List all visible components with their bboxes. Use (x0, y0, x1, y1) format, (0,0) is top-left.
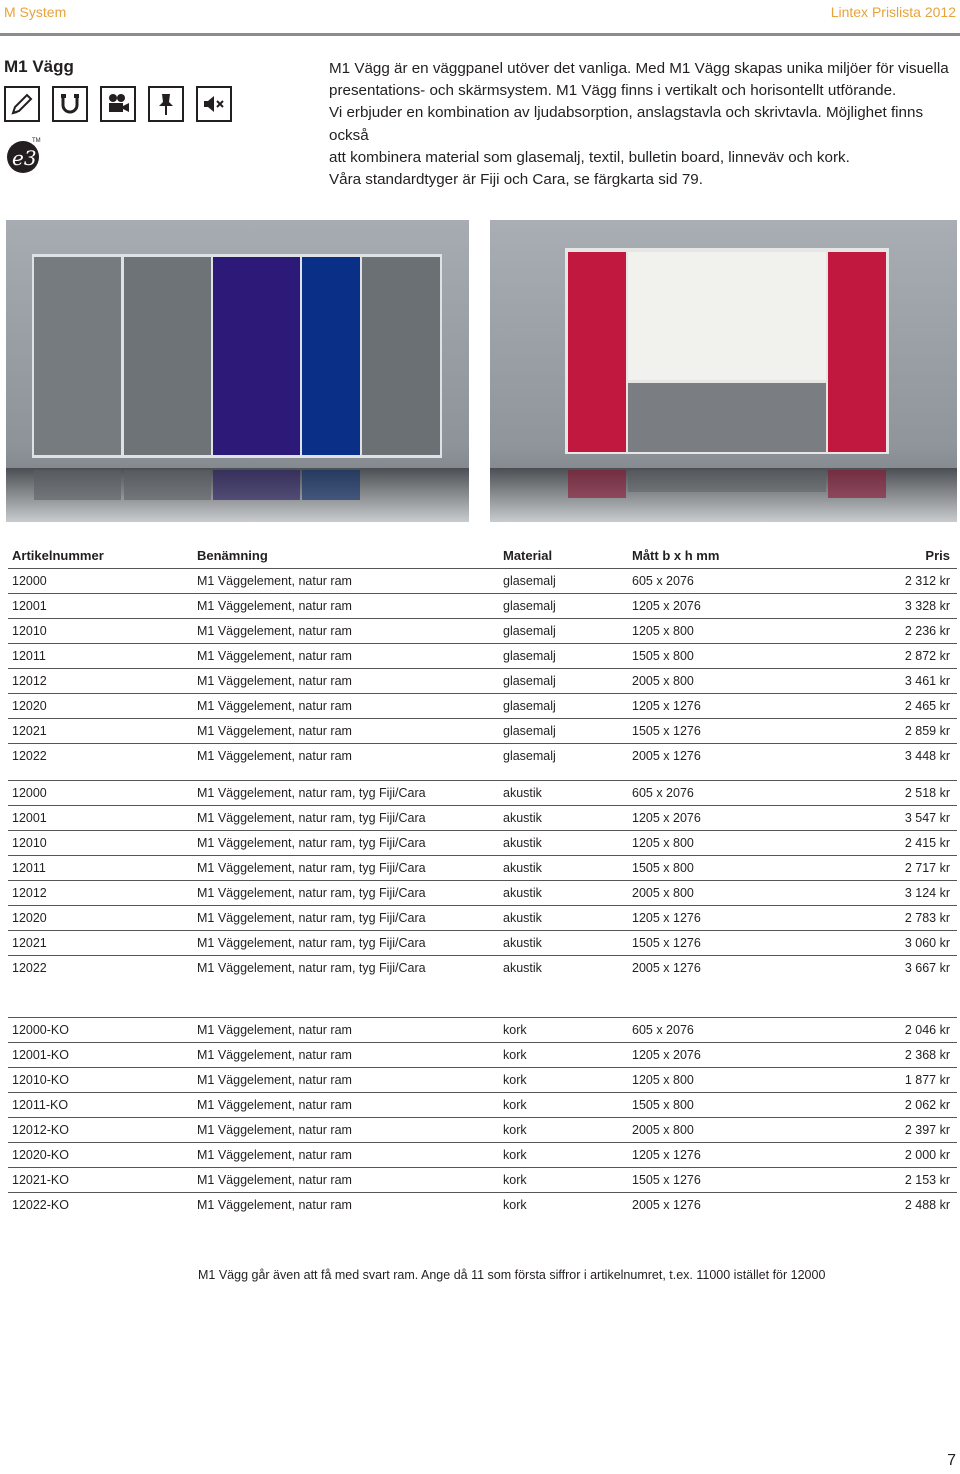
cell-price: 2 000 kr (792, 1143, 957, 1168)
cell-material: akustik (499, 781, 628, 806)
cell-material: glasemalj (499, 719, 628, 744)
product-title: M1 Vägg (4, 57, 74, 76)
cell-article: 12020-KO (8, 1143, 193, 1168)
intro-line: Vi erbjuder en kombination av ljudabsorption, anslagstavla och skrivtavla. Möjlighet finns också (329, 104, 924, 144)
cell-size: 2005 x 1276 (628, 1193, 792, 1218)
table-row (8, 1043, 957, 1068)
cell-price: 3 667 kr (792, 956, 957, 981)
group-spacer-cell (8, 768, 957, 781)
cell-article: 12010 (8, 619, 193, 644)
cell-size: 605 x 2076 (628, 1018, 792, 1043)
cell-size: 1505 x 1276 (628, 1168, 792, 1193)
cell-name: M1 Väggelement, natur ram, tyg Fiji/Cara (193, 856, 499, 881)
cell-article: 12011 (8, 856, 193, 881)
cell-name: M1 Väggelement, natur ram (193, 1018, 499, 1043)
cell-name: M1 Väggelement, natur ram (193, 1118, 499, 1143)
cell-material: kork (499, 1118, 628, 1143)
table-row (8, 719, 957, 744)
cell-price: 2 368 kr (792, 1043, 957, 1068)
intro-line: att kombinera material som glasemalj, textil, bulletin board, linneväv och kork. (329, 148, 850, 166)
cell-size: 605 x 2076 (628, 781, 792, 806)
cell-material: glasemalj (499, 644, 628, 669)
cell-name: M1 Väggelement, natur ram (193, 1068, 499, 1093)
cell-price: 3 547 kr (792, 806, 957, 831)
product-photo-vertical (6, 220, 469, 522)
table-row (8, 1143, 957, 1168)
table-row (8, 569, 957, 594)
group-spacer (8, 980, 957, 1018)
cell-size: 2005 x 800 (628, 1118, 792, 1143)
cell-price: 2 518 kr (792, 781, 957, 806)
cell-size: 2005 x 1276 (628, 744, 792, 769)
cell-price: 2 312 kr (792, 569, 957, 594)
cell-article: 12001 (8, 806, 193, 831)
projector-icon (100, 86, 136, 122)
cell-material: glasemalj (499, 594, 628, 619)
cell-article: 12010 (8, 831, 193, 856)
cell-article: 12000 (8, 781, 193, 806)
cell-size: 1205 x 2076 (628, 806, 792, 831)
group-spacer-cell (8, 980, 957, 1018)
cell-price: 3 060 kr (792, 931, 957, 956)
cell-material: akustik (499, 831, 628, 856)
intro-text (329, 58, 949, 191)
cell-size: 1205 x 1276 (628, 1143, 792, 1168)
cell-material: akustik (499, 931, 628, 956)
table-row (8, 694, 957, 719)
cell-name: M1 Väggelement, natur ram (193, 1093, 499, 1118)
cell-article: 12001 (8, 594, 193, 619)
pin-icon (148, 86, 184, 122)
cell-name: M1 Väggelement, natur ram (193, 1043, 499, 1068)
cell-material: kork (499, 1168, 628, 1193)
cell-price: 2 872 kr (792, 644, 957, 669)
col-material: Material (503, 547, 553, 563)
cell-article: 12022-KO (8, 1193, 193, 1218)
price-table-body (8, 569, 957, 1218)
cell-name: M1 Väggelement, natur ram (193, 594, 499, 619)
cell-article: 12012 (8, 669, 193, 694)
cell-article: 12011-KO (8, 1093, 193, 1118)
cell-price: 3 328 kr (792, 594, 957, 619)
group-spacer (8, 768, 957, 781)
page-number: 7 (947, 1452, 956, 1469)
table-row (8, 781, 957, 806)
cell-name: M1 Väggelement, natur ram, tyg Fiji/Cara (193, 806, 499, 831)
cell-material: kork (499, 1068, 628, 1093)
table-row (8, 1193, 957, 1218)
cell-article: 12011 (8, 644, 193, 669)
table-row (8, 1118, 957, 1143)
catalog-title: Lintex Prislista 2012 (830, 4, 956, 20)
cell-size: 1205 x 800 (628, 1068, 792, 1093)
cell-size: 1505 x 800 (628, 856, 792, 881)
table-row (8, 669, 957, 694)
cell-price: 3 448 kr (792, 744, 957, 769)
cell-size: 1505 x 1276 (628, 719, 792, 744)
pen-icon (4, 86, 40, 122)
cell-article: 12012 (8, 881, 193, 906)
cell-name: M1 Väggelement, natur ram, tyg Fiji/Cara (193, 956, 499, 981)
cell-article: 12020 (8, 694, 193, 719)
cell-material: glasemalj (499, 569, 628, 594)
cell-price: 3 461 kr (792, 669, 957, 694)
e3-logo-icon (4, 136, 42, 174)
e3-logo-tm: TM (32, 138, 41, 144)
product-photo-horizontal (490, 220, 957, 522)
cell-article: 12012-KO (8, 1118, 193, 1143)
cell-size: 1505 x 800 (628, 1093, 792, 1118)
col-price: Pris (925, 547, 950, 563)
cell-article: 12021-KO (8, 1168, 193, 1193)
cell-article: 12021 (8, 719, 193, 744)
table-row (8, 931, 957, 956)
section-label: M System (4, 4, 67, 20)
cell-article: 12022 (8, 956, 193, 981)
cell-price: 2 153 kr (792, 1168, 957, 1193)
cell-size: 1505 x 1276 (628, 931, 792, 956)
sound-mute-icon (196, 86, 232, 122)
cell-material: kork (499, 1018, 628, 1043)
table-row (8, 594, 957, 619)
cell-size: 1205 x 800 (628, 831, 792, 856)
cell-size: 2005 x 800 (628, 669, 792, 694)
table-row (8, 881, 957, 906)
table-row (8, 906, 957, 931)
cell-size: 2005 x 1276 (628, 956, 792, 981)
table-row (8, 1068, 957, 1093)
cell-article: 12022 (8, 744, 193, 769)
header-divider (0, 33, 960, 36)
cell-material: akustik (499, 856, 628, 881)
cell-size: 605 x 2076 (628, 569, 792, 594)
table-header-row (8, 542, 957, 569)
cell-size: 1205 x 800 (628, 619, 792, 644)
table-row (8, 619, 957, 644)
cell-size: 1205 x 2076 (628, 594, 792, 619)
table-row (8, 1018, 957, 1043)
table-row (8, 831, 957, 856)
table-row (8, 956, 957, 981)
feature-icons (4, 86, 232, 122)
cell-material: kork (499, 1193, 628, 1218)
col-name: Benämning (197, 547, 268, 563)
cell-material: glasemalj (499, 619, 628, 644)
table-row (8, 744, 957, 769)
cell-material: akustik (499, 881, 628, 906)
cell-name: M1 Väggelement, natur ram (193, 694, 499, 719)
cell-price: 2 783 kr (792, 906, 957, 931)
cell-article: 12001-KO (8, 1043, 193, 1068)
cell-price: 1 877 kr (792, 1068, 957, 1093)
col-article: Artikelnummer (12, 547, 104, 563)
cell-material: kork (499, 1043, 628, 1068)
table-row (8, 644, 957, 669)
table-row (8, 806, 957, 831)
cell-name: M1 Väggelement, natur ram, tyg Fiji/Cara (193, 906, 499, 931)
cell-price: 2 062 kr (792, 1093, 957, 1118)
cell-price: 2 236 kr (792, 619, 957, 644)
cell-name: M1 Väggelement, natur ram, tyg Fiji/Cara (193, 781, 499, 806)
intro-line: presentations- och skärmsystem. M1 Vägg finns i vertikalt och horisontellt utförande. (329, 82, 897, 100)
cell-size: 2005 x 800 (628, 881, 792, 906)
cell-name: M1 Väggelement, natur ram (193, 719, 499, 744)
cell-name: M1 Väggelement, natur ram, tyg Fiji/Cara (193, 931, 499, 956)
cell-material: kork (499, 1093, 628, 1118)
footnote: M1 Vägg går även att få med svart ram. Ange då 11 som första siffror i artikelnumret, t.ex. 11000 istället för 12000 (198, 1268, 826, 1282)
intro-line: Våra standardtyger är Fiji och Cara, se färgkarta sid 79. (329, 171, 703, 189)
cell-name: M1 Väggelement, natur ram, tyg Fiji/Cara (193, 831, 499, 856)
e3-logo-text: e3 (12, 146, 37, 170)
cell-size: 1205 x 1276 (628, 906, 792, 931)
cell-price: 2 859 kr (792, 719, 957, 744)
cell-material: glasemalj (499, 694, 628, 719)
intro-line: M1 Vägg är en väggpanel utöver det vanliga. Med M1 Vägg skapas unika miljöer för visuella (329, 60, 949, 77)
cell-article: 12000-KO (8, 1018, 193, 1043)
table-row (8, 1168, 957, 1193)
cell-price: 2 717 kr (792, 856, 957, 881)
cell-name: M1 Väggelement, natur ram (193, 669, 499, 694)
cell-name: M1 Väggelement, natur ram, tyg Fiji/Cara (193, 881, 499, 906)
cell-name: M1 Väggelement, natur ram (193, 569, 499, 594)
cell-price: 2 415 kr (792, 831, 957, 856)
cell-name: M1 Väggelement, natur ram (193, 619, 499, 644)
cell-name: M1 Väggelement, natur ram (193, 744, 499, 769)
cell-name: M1 Väggelement, natur ram (193, 644, 499, 669)
cell-size: 1205 x 2076 (628, 1043, 792, 1068)
col-size: Mått b x h mm (632, 547, 720, 563)
cell-name: M1 Väggelement, natur ram (193, 1193, 499, 1218)
price-table (8, 542, 957, 1217)
cell-material: glasemalj (499, 744, 628, 769)
cell-name: M1 Väggelement, natur ram (193, 1143, 499, 1168)
magnet-icon (52, 86, 88, 122)
cell-article: 12021 (8, 931, 193, 956)
cell-article: 12020 (8, 906, 193, 931)
cell-material: kork (499, 1143, 628, 1168)
cell-size: 1205 x 1276 (628, 694, 792, 719)
cell-price: 2 046 kr (792, 1018, 957, 1043)
table-row (8, 856, 957, 881)
cell-size: 1505 x 800 (628, 644, 792, 669)
cell-price: 2 397 kr (792, 1118, 957, 1143)
table-row (8, 1093, 957, 1118)
cell-material: akustik (499, 806, 628, 831)
cell-name: M1 Väggelement, natur ram (193, 1168, 499, 1193)
cell-price: 2 465 kr (792, 694, 957, 719)
cell-material: akustik (499, 956, 628, 981)
cell-article: 12000 (8, 569, 193, 594)
cell-material: glasemalj (499, 669, 628, 694)
cell-price: 2 488 kr (792, 1193, 957, 1218)
cell-price: 3 124 kr (792, 881, 957, 906)
cell-article: 12010-KO (8, 1068, 193, 1093)
cell-material: akustik (499, 906, 628, 931)
